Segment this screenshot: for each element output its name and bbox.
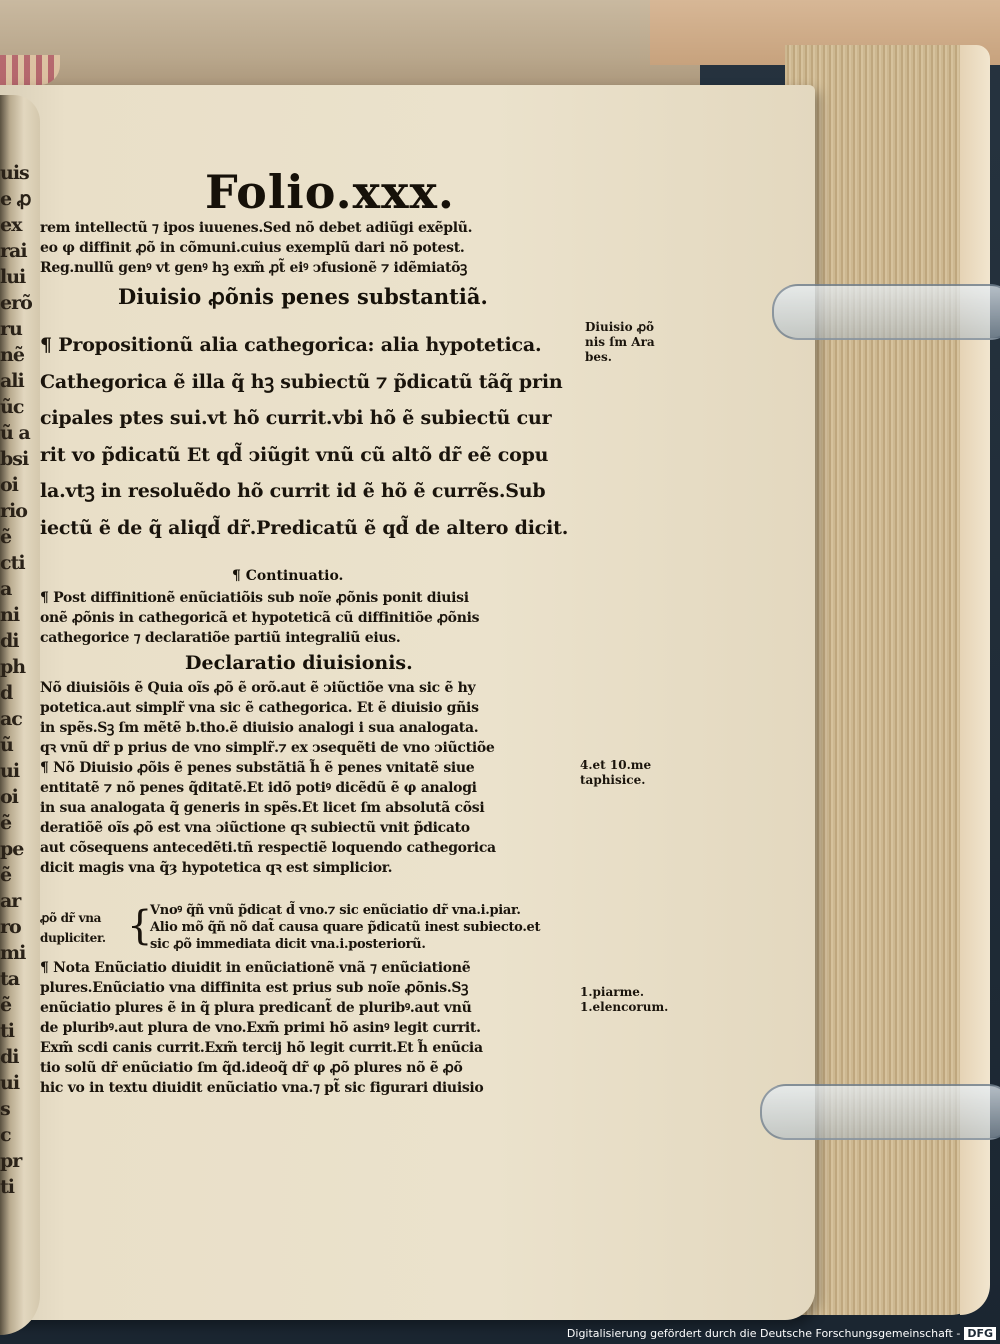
left-page-fragment: ẽ [0, 994, 12, 1016]
left-page-fragment: lui [0, 266, 26, 288]
left-page-fragment: pr [0, 1150, 22, 1172]
text-line: dicit magis vna q̃ȝ hypotetica qꝛ est simplicior. [40, 860, 393, 876]
margin-note-line: Diuisio ꝓõ [585, 320, 655, 334]
book-spine-top [0, 0, 700, 95]
left-page-fragment: ac [0, 708, 22, 730]
continuation-lines [40, 588, 479, 648]
left-page-fragment: rio [0, 500, 27, 522]
left-page-fragment: ali [0, 370, 24, 392]
continuatio-label: ¶ Continuatio. [232, 568, 344, 584]
text-line: in sua analogata q̃ generis in spẽs.Et licet ſm absolutã cõsi [40, 800, 485, 816]
left-page-fragment: c [0, 1124, 11, 1146]
digitization-credit [567, 1327, 996, 1340]
left-page-fragment: ũ [0, 734, 13, 756]
left-page-fragment: di [0, 630, 19, 652]
left-page-fragment: s [0, 1098, 10, 1120]
margin-note-line: taphisice. [580, 773, 646, 787]
left-page-fragment: ta [0, 968, 20, 990]
left-page-fragment: di [0, 1046, 19, 1068]
left-page-fragments [0, 160, 36, 1260]
left-page-fragment: ẽ [0, 864, 12, 886]
left-page-fragment: bsi [0, 448, 29, 470]
margin-note-line: 4.et 10.me [580, 758, 652, 772]
brace-label [40, 908, 106, 948]
left-page-fragment: uis [0, 162, 29, 184]
text-line: rem intellectũ ⁊ ipos iuuenes.Sed nõ debet adiũgi exẽplũ. [40, 220, 473, 236]
text-line: de pluribꝰ.aut plura de vno.Exm̃ primi hõ asinꝰ legit currit. [40, 1020, 481, 1036]
text-line: eo φ diffinit ꝓõ in cõmuni.cuius exemplũ dari nõ potest. [40, 240, 465, 256]
text-line: potetica.aut simplr̃ vna sic ẽ cathegorica. Et ẽ diuisio gñis [40, 700, 479, 716]
main-lines [40, 327, 568, 546]
left-page-fragment: e ꝓ [0, 188, 31, 210]
left-page-fragment: pe [0, 838, 24, 860]
text-line: Vnoꝰ q̃ñ vnũ p̃dicat d̃ vno.⁊ sic enũciatio dr̃ vna.i.piar. [150, 903, 521, 918]
left-page-fragment: cti [0, 552, 25, 574]
book-clamp-bottom [760, 1084, 1000, 1140]
margin-note [585, 320, 655, 365]
left-page-fragment: rai [0, 240, 27, 262]
text-line: dupliciter. [40, 931, 106, 945]
left-page-fragment: nẽ [0, 344, 24, 366]
left-page-fragment: ru [0, 318, 22, 340]
margin-note-line: 1.elencorum. [580, 1000, 669, 1014]
text-line: ¶ Nõ Diuisio ꝓõis ẽ penes substãtiã h̃ ẽ penes vnitatẽ siue [40, 760, 475, 776]
text-line: iectũ ẽ de q̃ aliqd̃ dr̃.Predicatũ ẽ qd̃ de altero dicit. [40, 516, 569, 539]
curly-brace-icon: { [127, 903, 153, 949]
margin-note-line: bes. [585, 350, 612, 364]
left-page-fragment: mi [0, 942, 26, 964]
left-page-fragment: ti [0, 1020, 14, 1042]
text-line: deratiõẽ oĩs ꝓõ est vna ↄiũctione qꝛ subiectũ vnit p̃dicato [40, 820, 470, 836]
text-line: ¶ Post diffinitionẽ enũciatiõis sub noĩe ꝓõnis ponit diuisi [40, 590, 469, 606]
declaration-lines [40, 678, 496, 878]
text-line: ꝓõ dr̃ vna [40, 911, 102, 925]
text-line: rit vo p̃dicatũ Et qd̃ ↄiũgit vnũ cũ altõ dr̃ eẽ copu [40, 443, 549, 466]
left-page-fragment: a [0, 578, 12, 600]
text-line: cipales ptes sui.vt hõ currit.vbi hõ ẽ subiectũ cur [40, 407, 552, 429]
text-line: aut cõsequens antecedẽti.tñ respectiẽ loquendo cathegorica [40, 840, 496, 856]
margin-note [580, 985, 668, 1015]
text-line: sic ꝓõ immediata dicit vna.i.posteriorũ. [150, 937, 426, 952]
left-page-fragment: ti [0, 1176, 14, 1198]
brace-lines [150, 902, 540, 953]
text-line: qꝛ vnũ dr̃ p prius de vno simplr̃.⁊ ex ↄsequẽti de vno ↄiũctiõe [40, 740, 495, 756]
margin-note-line: nis ſm Ara [585, 335, 655, 349]
left-page-fragment: oi [0, 786, 18, 808]
left-page-fragment: erõ [0, 292, 32, 314]
nota-lines [40, 958, 483, 1098]
left-page-fragment: ui [0, 760, 20, 782]
text-line: la.vtꝫ in resoluẽdo hõ currit id ẽ hõ ẽ currẽs.Sub [40, 480, 546, 502]
text-line: Exm̃ scdi canis currit.Exm̃ tercij hõ legit currit.Et h̃ enũcia [40, 1040, 483, 1056]
text-line: plures.Enũciatio vna diffinita est prius sub noĩe ꝓõnis.Sꝫ [40, 980, 469, 996]
intro-lines [40, 218, 472, 278]
text-line: ¶ Nota Enũciatio diuidit in enũciationẽ vnã ⁊ enũciationẽ [40, 960, 471, 976]
text-line: enũciatio plures ẽ in q̃ plura predicant̃ de pluribꝰ.aut vnũ [40, 1000, 472, 1016]
left-page-fragment: ph [0, 656, 26, 678]
left-page-fragment: ui [0, 1072, 20, 1094]
left-page-fragment: ar [0, 890, 21, 912]
left-page-fragment: ẽ [0, 812, 12, 834]
left-page-fragment: ũ a [0, 422, 30, 444]
left-page-fragment: oi [0, 474, 18, 496]
section-heading: Declaratio diuisionis. [185, 652, 413, 674]
folio-title: Folio.xxx. [205, 165, 455, 219]
text-line: Cathegorica ẽ illa q̃ hꝫ subiectũ ⁊ p̃dicatũ tãq̃ prin [40, 370, 563, 393]
margin-note-line: 1.piarme. [580, 985, 645, 999]
text-line: onẽ ꝓõnis in cathegoricã et hypoteticã cũ diffinitiõe ꝓõnis [40, 610, 480, 626]
left-page-fragment: ni [0, 604, 20, 626]
left-page-fragment: ex [0, 214, 22, 236]
text-line: Nõ diuisiõis ẽ Quia oĩs ꝓõ ẽ orõ.aut ẽ ↄiũctiõe vna sic ẽ hy [40, 680, 476, 696]
book-clamp-top [772, 284, 1000, 340]
left-page-fragment: ũc [0, 396, 24, 418]
text-line: tio solũ dr̃ enũciatio ſm q̃d.ideoq̃ dr̃ φ ꝓõ plures nõ ẽ ꝓõ [40, 1060, 463, 1076]
section-heading: Diuisio ꝓõnis penes substantiã. [118, 284, 488, 309]
left-page-fragment: ẽ [0, 526, 12, 548]
text-line: Reg.nullũ genꝰ vt genꝰ hꝫ exm̃ ꝓt̃ eiꝰ ↄfusionẽ ⁊ idẽmiatõꝫ [40, 260, 468, 276]
text-line: ¶ Propositionũ alia cathegorica: alia hypotetica. [40, 334, 542, 356]
left-page-fragment: ro [0, 916, 21, 938]
text-line: Alio mõ q̃ñ nõ dat̃ causa quare p̃dicatũ inest subiecto.et [150, 920, 541, 935]
margin-note [580, 758, 651, 788]
text-line: in spẽs.Sꝫ ſm mẽtẽ b.tho.ẽ diuisio analogi i sua analogata. [40, 720, 479, 736]
text-line: cathegorice ⁊ declaratiõe partiũ integraliũ eius. [40, 630, 401, 646]
text-line: hic vo in textu diuidit enũciatio vna.⁊ pt̃ sic figurari diuisio [40, 1080, 484, 1096]
left-page-fragment: d [0, 682, 13, 704]
dfg-logo: DFG [964, 1327, 996, 1340]
credit-text: Digitalisierung gefördert durch die Deutsche Forschungsgemeinschaft - [566, 1327, 961, 1340]
text-line: entitatẽ ⁊ nõ penes q̃ditatẽ.Et idõ potiꝰ dicẽdũ ẽ φ analogi [40, 780, 477, 796]
